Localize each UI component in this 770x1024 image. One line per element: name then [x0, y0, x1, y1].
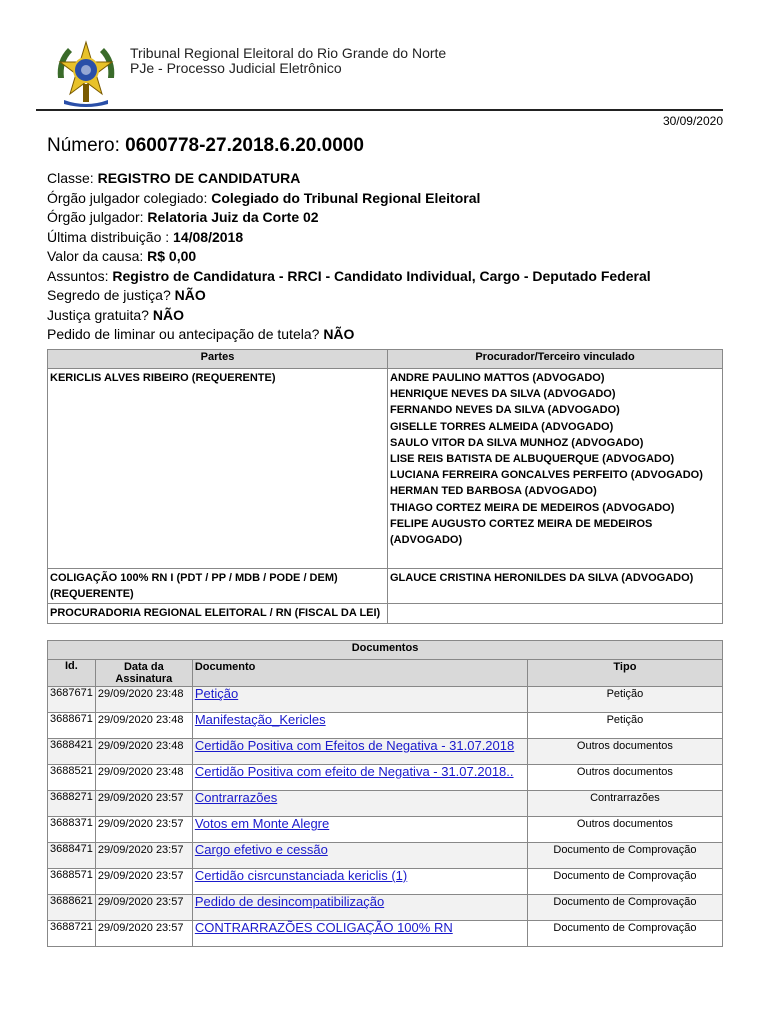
- doc-cell: [192, 869, 527, 895]
- doc-type: Outros documentos: [527, 817, 722, 843]
- advogados-list: [388, 369, 723, 569]
- doc-type: Outros documentos: [527, 765, 722, 791]
- table-row: [48, 895, 723, 921]
- list-item: FELIPE AUGUSTO CORTEZ MEIRA DE MEDEIROS (ADVOGADO): [390, 517, 653, 547]
- list-item: SAULO VITOR DA SILVA MUNHOZ (ADVOGADO): [390, 436, 644, 449]
- doc-date: 29/09/2020 23:57: [95, 817, 192, 843]
- parte-name: COLIGAÇÃO 100% RN I (PDT / PP / MDB / PODE / DEM) (REQUERENTE): [48, 569, 388, 604]
- document-link[interactable]: Votos em Monte Alegre: [194, 816, 330, 831]
- meta-valor-causa: Valor da causa: R$ 0,00: [47, 248, 197, 264]
- table-row: [48, 817, 723, 843]
- document-link[interactable]: CONTRARRAZÕES COLIGAÇÃO 100% RN: [194, 920, 453, 935]
- doc-id: 3688571: [48, 869, 96, 895]
- meta-orgao-colegiado: Órgão julgador colegiado: Colegiado do Tribunal Regional Eleitoral: [47, 189, 481, 206]
- list-item: HENRIQUE NEVES DA SILVA (ADVOGADO): [390, 388, 616, 401]
- header-divider: [36, 109, 723, 111]
- list-item: THIAGO CORTEZ MEIRA DE MEDEIROS (ADVOGADO): [390, 501, 675, 514]
- meta-classe: Classe: REGISTRO DE CANDIDATURA: [47, 170, 301, 186]
- partes-header: Partes: [48, 350, 388, 369]
- doc-id: 3688671: [48, 713, 96, 739]
- doc-cell: [192, 739, 527, 765]
- system-name: PJe - Processo Judicial Eletrônico: [130, 60, 342, 76]
- table-row: [48, 713, 723, 739]
- documentos-title: Documentos: [48, 641, 723, 660]
- advogados-list: [388, 569, 723, 604]
- doc-id: 3688721: [48, 921, 96, 947]
- list-item: FERNANDO NEVES DA SILVA (ADVOGADO): [390, 404, 620, 417]
- process-number-label: Número:: [47, 135, 120, 156]
- parte-name: PROCURADORIA REGIONAL ELEITORAL / RN (FISCAL DA LEI): [48, 604, 388, 623]
- partes-table: [47, 349, 723, 624]
- doc-type: Contrarrazões: [527, 791, 722, 817]
- table-row: [48, 791, 723, 817]
- documentos-table: [47, 640, 723, 947]
- doc-id: 3687671: [48, 687, 96, 713]
- process-number-value: 0600778-27.2018.6.20.0000: [125, 135, 364, 156]
- document-date: 30/09/2020: [662, 114, 723, 128]
- doc-cell: [192, 843, 527, 869]
- list-item: LUCIANA FERREIRA GONCALVES PERFEITO (ADVOGADO): [390, 469, 703, 482]
- doc-id: 3688471: [48, 843, 96, 869]
- doc-cell: [192, 817, 527, 843]
- doc-date: 29/09/2020 23:57: [95, 921, 192, 947]
- brazil-coat-of-arms-emblem: [54, 40, 118, 108]
- process-metadata: [47, 169, 651, 345]
- table-row: [48, 369, 723, 569]
- document-header: [48, 38, 723, 110]
- doc-type: Outros documentos: [527, 739, 722, 765]
- doc-type: Petição: [527, 713, 722, 739]
- list-item: HERMAN TED BARBOSA (ADVOGADO): [390, 485, 597, 498]
- procurador-header: Procurador/Terceiro vinculado: [388, 350, 723, 369]
- col-id: Id.: [48, 660, 96, 687]
- doc-type: Documento de Comprovação: [527, 869, 722, 895]
- doc-cell: [192, 921, 527, 947]
- list-item: GLAUCE CRISTINA HERONILDES DA SILVA (ADVOGADO): [390, 572, 694, 584]
- doc-cell: [192, 895, 527, 921]
- document-link[interactable]: Manifestação_Kericles: [194, 712, 326, 727]
- doc-id: 3688421: [48, 739, 96, 765]
- doc-date: 29/09/2020 23:48: [95, 739, 192, 765]
- meta-ultima-distribuicao: Última distribuição : 14/08/2018: [47, 228, 244, 245]
- table-row: [48, 739, 723, 765]
- doc-cell: [192, 765, 527, 791]
- doc-id: 3688271: [48, 791, 96, 817]
- meta-assuntos: Assuntos: Registro de Candidatura - RRCI - Candidato Individual, Cargo - Deputado Federal: [47, 267, 651, 284]
- parte-name: KERICLIS ALVES RIBEIRO (REQUERENTE): [48, 369, 388, 569]
- document-link[interactable]: Cargo efetivo e cessão: [194, 842, 328, 857]
- doc-date: 29/09/2020 23:57: [95, 869, 192, 895]
- process-number: [47, 135, 364, 157]
- table-row: [48, 921, 723, 947]
- doc-date: 29/09/2020 23:57: [95, 895, 192, 921]
- doc-id: 3688371: [48, 817, 96, 843]
- table-row: [48, 687, 723, 713]
- meta-pedido-liminar: Pedido de liminar ou antecipação de tutela? NÃO: [47, 326, 355, 342]
- doc-type: Documento de Comprovação: [527, 843, 722, 869]
- document-link[interactable]: Certidão Positiva com Efeitos de Negativa - 31.07.2018: [194, 738, 515, 753]
- table-row: [48, 569, 723, 604]
- doc-id: 3688521: [48, 765, 96, 791]
- document-link[interactable]: Certidão Positiva com efeito de Negativa - 31.07.2018..: [194, 764, 514, 779]
- document-link[interactable]: Contrarrazões: [194, 790, 278, 805]
- meta-orgao-julgador: Órgão julgador: Relatoria Juiz da Corte 02: [47, 209, 319, 225]
- doc-date: 29/09/2020 23:57: [95, 843, 192, 869]
- doc-type: Documento de Comprovação: [527, 895, 722, 921]
- doc-type: Documento de Comprovação: [527, 921, 722, 947]
- doc-id: 3688621: [48, 895, 96, 921]
- list-item: LISE REIS BATISTA DE ALBUQUERQUE (ADVOGADO): [390, 453, 675, 466]
- col-documento: Documento: [192, 660, 527, 687]
- col-data: Data da Assinatura: [95, 660, 192, 687]
- doc-date: 29/09/2020 23:48: [95, 687, 192, 713]
- advogados-list: [388, 604, 723, 623]
- table-row: [48, 843, 723, 869]
- doc-date: 29/09/2020 23:48: [95, 713, 192, 739]
- meta-segredo-justica: Segredo de justiça? NÃO: [47, 287, 206, 303]
- doc-date: 29/09/2020 23:48: [95, 765, 192, 791]
- document-link[interactable]: Certidão cisrcunstanciada kericlis (1): [194, 868, 408, 883]
- document-link[interactable]: Petição: [194, 686, 239, 701]
- doc-cell: [192, 713, 527, 739]
- doc-cell: [192, 687, 527, 713]
- doc-cell: [192, 791, 527, 817]
- doc-type: Petição: [527, 687, 722, 713]
- table-row: [48, 765, 723, 791]
- table-row: [48, 604, 723, 623]
- col-tipo: Tipo: [527, 660, 722, 687]
- doc-date: 29/09/2020 23:57: [95, 791, 192, 817]
- table-row: [48, 869, 723, 895]
- document-link[interactable]: Pedido de desincompatibilização: [194, 894, 385, 909]
- organization-name: Tribunal Regional Eleitoral do Rio Grande do Norte: [130, 45, 447, 61]
- list-item: ANDRE PAULINO MATTOS (ADVOGADO): [390, 372, 605, 384]
- list-item: GISELLE TORRES ALMEIDA (ADVOGADO): [390, 420, 614, 433]
- meta-justica-gratuita: Justiça gratuita? NÃO: [47, 306, 184, 323]
